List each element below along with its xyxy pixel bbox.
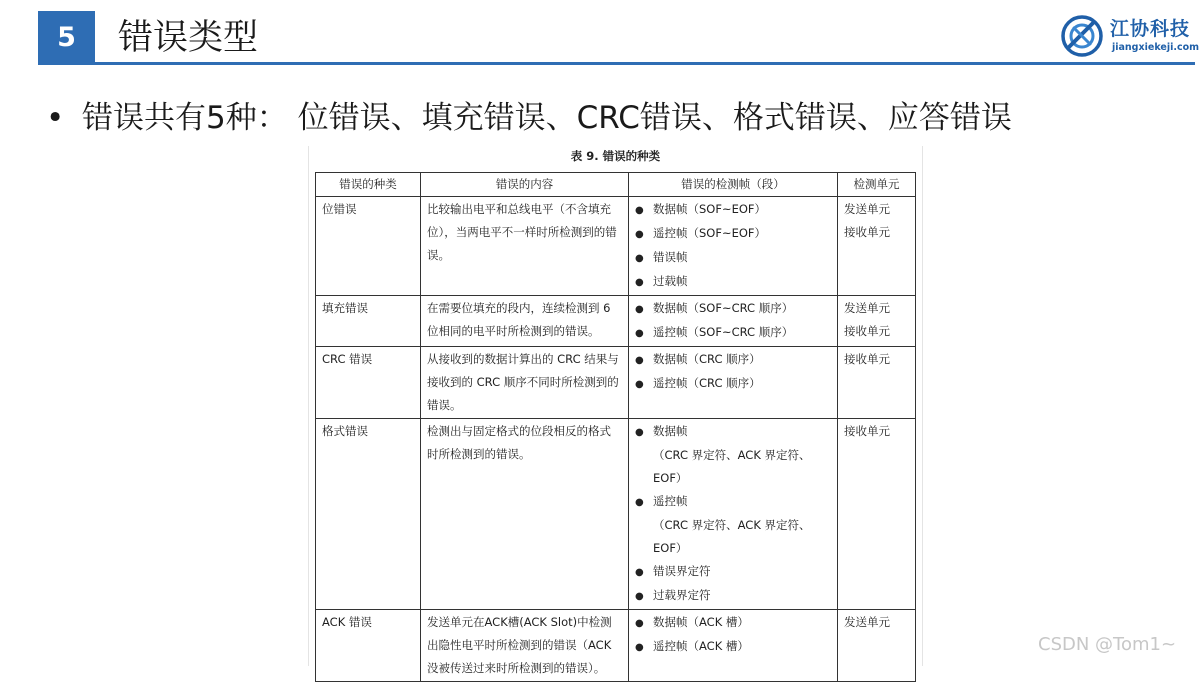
detection-unit: 接收单元 — [844, 352, 890, 366]
table-header-row — [316, 173, 916, 197]
detection-unit-cell — [838, 296, 916, 347]
detection-frames-cell — [629, 197, 838, 296]
detection-unit-cell — [838, 197, 916, 296]
frame-item — [635, 444, 831, 467]
frame-item-text: 遥控帧（ACK 槽） — [653, 639, 749, 653]
frame-item-text: EOF） — [653, 541, 688, 555]
logo-url: jiangxiekeji.com — [1112, 42, 1199, 53]
detection-frames-cell — [629, 296, 838, 347]
bullet-dot-icon: ● — [635, 253, 644, 264]
table-row — [316, 197, 916, 296]
error-type-cell: 格式错误 — [316, 419, 421, 610]
bullet-dot-icon: ● — [635, 642, 644, 653]
frame-item — [635, 372, 831, 396]
error-content-cell: 比较输出电平和总线电平（不含填充位），当两电平不一样时所检测到的错误。 — [421, 197, 629, 296]
column-header: 错误的检测帧（段） — [629, 173, 838, 197]
watermark: CSDN @Tom1~ — [1038, 634, 1177, 655]
logo-mark-icon — [1060, 14, 1104, 58]
error-type-cell: ACK 错误 — [316, 610, 421, 682]
detection-frames-cell — [629, 419, 838, 610]
detection-unit-cell — [838, 347, 916, 419]
document-image — [308, 146, 923, 675]
frame-item — [635, 560, 831, 584]
bullet-text: 错误共有5种： 位错误、填充错误、CRC错误、格式错误、应答错误 — [82, 100, 1012, 136]
frame-item — [635, 420, 831, 444]
bullet-dot-icon: ● — [635, 205, 644, 216]
table-row — [316, 419, 916, 610]
error-type-cell: 位错误 — [316, 197, 421, 296]
frame-item-text: 数据帧（SOF~EOF） — [653, 202, 767, 216]
frame-item — [635, 297, 831, 321]
error-type-cell: CRC 错误 — [316, 347, 421, 419]
bullet-dot-icon: ● — [635, 304, 644, 315]
slide-header — [0, 0, 1201, 70]
table-caption: 表 9. 错误的种类 — [570, 149, 661, 163]
detection-frames-cell — [629, 610, 838, 682]
frame-item-text: 数据帧（CRC 顺序） — [653, 352, 761, 366]
logo-name: 江协科技 — [1110, 18, 1191, 40]
frame-item — [635, 490, 831, 514]
detection-unit: 接收单元 — [844, 424, 890, 438]
frame-item — [635, 611, 831, 635]
frame-item — [635, 222, 831, 246]
frame-item — [635, 514, 831, 537]
frame-item — [635, 246, 831, 270]
table-body — [316, 197, 916, 682]
frame-item-text: 遥控帧（SOF~CRC 顺序） — [653, 325, 794, 339]
column-header: 检测单元 — [838, 173, 916, 197]
frame-item-text: 遥控帧（SOF~EOF） — [653, 226, 767, 240]
frame-item-text: （CRC 界定符、ACK 界定符、 — [653, 448, 811, 462]
frame-item-text: 错误界定符 — [653, 564, 711, 578]
table-row — [316, 347, 916, 419]
column-header: 错误的内容 — [421, 173, 629, 197]
frame-item — [635, 635, 831, 659]
slide-title: 错误类型 — [118, 18, 259, 58]
bullet-point — [46, 92, 1012, 137]
frame-item-text: 遥控帧 — [653, 494, 688, 508]
frame-item-text: 遥控帧（CRC 顺序） — [653, 376, 761, 390]
frame-item — [635, 198, 831, 222]
detection-unit: 发送单元 — [844, 615, 890, 629]
frame-item-text: 错误帧 — [653, 250, 688, 264]
detection-frames-cell — [629, 347, 838, 419]
bullet-dot-icon: ● — [635, 328, 644, 339]
frame-item-text: （CRC 界定符、ACK 界定符、 — [653, 518, 811, 532]
bullet-dot-icon: ● — [635, 591, 644, 602]
detection-unit-cell — [838, 419, 916, 610]
detection-unit: 接收单元 — [844, 324, 890, 338]
bullet-dot-icon: ● — [635, 229, 644, 240]
frame-item-text: 数据帧 — [653, 424, 688, 438]
bullet-dot-icon: ● — [635, 497, 644, 508]
frame-item — [635, 348, 831, 372]
error-content-cell: 发送单元在ACK槽(ACK Slot)中检测出隐性电平时所检测到的错误（ACK没被传送过来时所检测到的错误）。 — [421, 610, 629, 682]
frame-item-text: EOF） — [653, 471, 688, 485]
frame-item — [635, 270, 831, 294]
frame-item-text: 数据帧（ACK 槽） — [653, 615, 749, 629]
table-row — [316, 296, 916, 347]
frame-item-text: 过载帧 — [653, 274, 688, 288]
detection-unit: 发送单元 — [844, 202, 890, 216]
error-type-cell: 填充错误 — [316, 296, 421, 347]
frame-item-text: 过载界定符 — [653, 588, 711, 602]
error-types-table — [315, 172, 916, 682]
bullet-dot-icon: ● — [635, 379, 644, 390]
bullet-dot-icon: • — [46, 100, 65, 136]
frame-item-text: 数据帧（SOF~CRC 顺序） — [653, 301, 794, 315]
frame-item — [635, 321, 831, 345]
column-header: 错误的种类 — [316, 173, 421, 197]
bullet-dot-icon: ● — [635, 567, 644, 578]
detection-unit: 接收单元 — [844, 225, 890, 239]
detection-unit-cell — [838, 610, 916, 682]
bullet-dot-icon: ● — [635, 427, 644, 438]
frame-item — [635, 537, 831, 560]
table-row — [316, 610, 916, 682]
bullet-dot-icon: ● — [635, 618, 644, 629]
detection-unit: 发送单元 — [844, 301, 890, 315]
frame-item — [635, 467, 831, 490]
frame-item — [635, 584, 831, 608]
error-content-cell: 从接收到的数据计算出的 CRC 结果与接收到的 CRC 顺序不同时所检测到的错误。 — [421, 347, 629, 419]
bullet-dot-icon: ● — [635, 277, 644, 288]
header-divider — [38, 62, 1195, 65]
error-content-cell: 在需要位填充的段内，连续检测到 6 位相同的电平时所检测到的错误。 — [421, 296, 629, 347]
error-content-cell: 检测出与固定格式的位段相反的格式时所检测到的错误。 — [421, 419, 629, 610]
logo — [1060, 12, 1199, 60]
bullet-dot-icon: ● — [635, 355, 644, 366]
section-number: 5 — [38, 11, 95, 64]
